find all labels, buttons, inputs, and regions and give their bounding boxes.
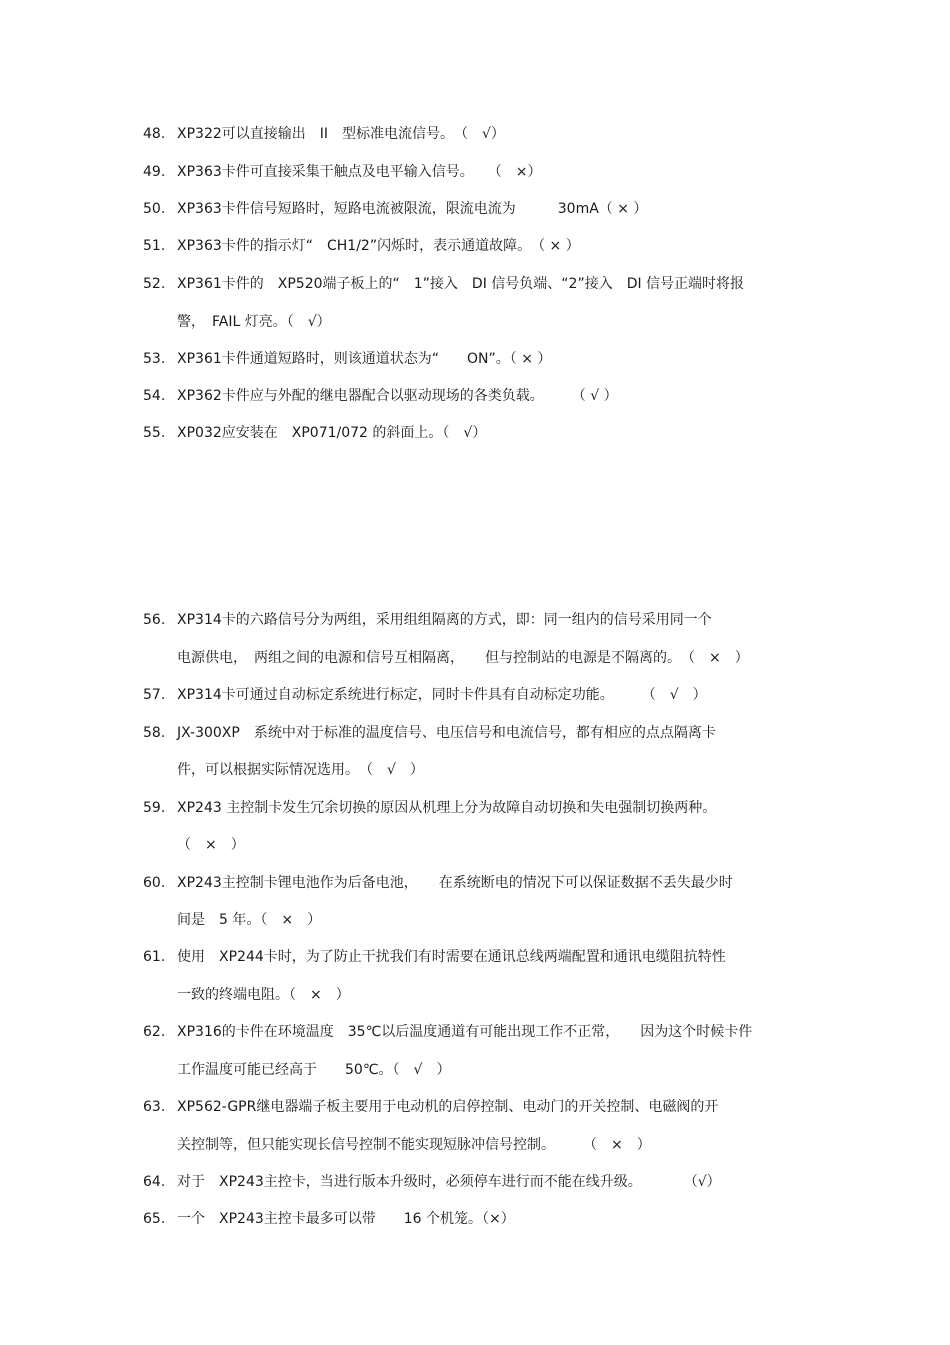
- question-text: XP032应安装在 XP071/072 的斜面上。（ √）: [177, 425, 487, 441]
- question-59: [143, 799, 823, 817]
- question-text: XP362卡件应与外配的继电器配合以驱动现场的各类负载。 （ √ ）: [177, 388, 618, 404]
- question-65: [143, 1210, 823, 1228]
- question-57: [143, 686, 823, 704]
- question-49: [143, 163, 823, 181]
- question-58-continued: 件，可以根据实际情况选用。 （ √ ）: [177, 762, 424, 778]
- question-text: XP361卡件的 XP520端子板上的“ 1”接入 DI 信号负端、“2”接入 DI 信号正端时将报: [177, 276, 745, 292]
- question-text: XP314卡的六路信号分为两组，采用组组隔离的方式，即：同一组内的信号采用同一个: [177, 612, 712, 628]
- question-number: 56.: [143, 612, 166, 628]
- question-58: [143, 724, 823, 742]
- question-62-continued: 工作温度可能已经高于 50℃。（ √ ）: [177, 1062, 451, 1078]
- question-52-continued: 警， FAIL 灯亮。（ √）: [177, 314, 331, 330]
- question-number: 58.: [143, 725, 166, 741]
- question-text: 对于 XP243主控卡，当进行版本升级时，必须停车进行而不能在线升级。 （√）: [177, 1174, 721, 1190]
- question-text: XP562-GPR继电器端子板主要用于电动机的启停控制、电动门的开关控制、电磁阀的开: [177, 1099, 719, 1115]
- question-text: XP361卡件通道短路时，则该通道状态为“ ON”。（ × ）: [177, 351, 552, 367]
- question-53: [143, 350, 823, 368]
- question-text: XP243 主控制卡发生冗余切换的原因从机理上分为故障自动切换和失电强制切换两种。: [177, 800, 717, 816]
- question-number: 49.: [143, 164, 166, 180]
- question-62: [143, 1023, 823, 1041]
- question-number: 55.: [143, 425, 166, 441]
- question-56: [143, 611, 823, 629]
- question-59-continued: （ × ）: [177, 837, 245, 853]
- question-56-continued: 电源供电， 两组之间的电源和信号互相隔离， 但与控制站的电源是不隔离的。 （ × ）: [177, 650, 749, 666]
- question-number: 54.: [143, 388, 166, 404]
- question-52: [143, 275, 823, 293]
- question-number: 60.: [143, 875, 166, 891]
- question-number: 62.: [143, 1024, 166, 1040]
- question-text: XP363卡件信号短路时，短路电流被限流，限流电流为 30mA（ × ）: [177, 201, 648, 217]
- question-text: XP314卡可通过自动标定系统进行标定，同时卡件具有自动标定功能。 （ √ ）: [177, 687, 707, 703]
- question-text: XP316的卡件在环境温度 35℃以后温度通道有可能出现工作不正常， 因为这个时候卡件: [177, 1024, 753, 1040]
- question-51: [143, 237, 823, 255]
- question-61: [143, 948, 823, 966]
- question-64: [143, 1173, 823, 1191]
- question-text: 一个 XP243主控卡最多可以带 16 个机笼。（×）: [177, 1211, 515, 1227]
- question-number: 63.: [143, 1099, 166, 1115]
- question-48: [143, 125, 823, 143]
- question-50: [143, 200, 823, 218]
- question-text: 使用 XP244卡时，为了防止干扰我们有时需要在通讯总线两端配置和通讯电缆阻抗特性: [177, 949, 726, 965]
- question-text: XP363卡件可直接采集干触点及电平输入信号。 （ ×）: [177, 164, 542, 180]
- question-text: JX-300XP 系统中对于标准的温度信号、电压信号和电流信号，都有相应的点点隔离卡: [177, 725, 716, 741]
- question-number: 64.: [143, 1174, 166, 1190]
- question-number: 53.: [143, 351, 166, 367]
- question-61-continued: 一致的终端电阻。（ × ）: [177, 987, 350, 1003]
- question-number: 61.: [143, 949, 166, 965]
- question-55: [143, 424, 823, 442]
- question-number: 65.: [143, 1211, 166, 1227]
- question-number: 52.: [143, 276, 166, 292]
- question-text: XP363卡件的指示灯“ CH1/2”闪烁时，表示通道故障。 （ × ）: [177, 238, 580, 254]
- question-number: 48.: [143, 126, 166, 142]
- question-54: [143, 387, 823, 405]
- question-60-continued: 间是 5 年。（ × ）: [177, 912, 322, 928]
- question-63-continued: 关控制等，但只能实现长信号控制不能实现短脉冲信号控制。 （ × ）: [177, 1137, 651, 1153]
- question-60: [143, 874, 823, 892]
- question-63: [143, 1098, 823, 1116]
- question-number: 57.: [143, 687, 166, 703]
- question-number: 51.: [143, 238, 166, 254]
- question-number: 50.: [143, 201, 166, 217]
- question-number: 59.: [143, 800, 166, 816]
- question-text: XP243主控制卡锂电池作为后备电池， 在系统断电的情况下可以保证数据不丢失最少时: [177, 875, 733, 891]
- question-text: XP322可以直接输出 II 型标准电流信号。 （ √）: [177, 126, 505, 142]
